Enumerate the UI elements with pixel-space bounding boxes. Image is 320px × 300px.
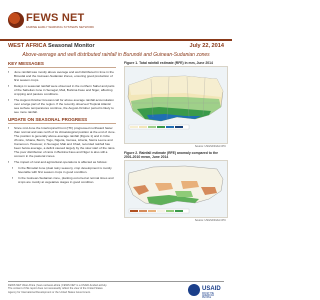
key-message-item: ▪ Delays in seasonal rainfall were observed in the northern Sahel and parts of the Sahelian zone in Senegal, Mali, Burkina Faso and Niger, affecting cropping and pasture conditions. [8, 84, 116, 96]
header-divider [0, 39, 232, 41]
footer-divider [8, 281, 224, 282]
usaid-logo [188, 284, 222, 298]
footer-contact: FEWS NET West Africa | fews.net/west-africa | FEWS NET is a USAID-funded activity. The content of this report does not necessarily reflect the view of the United States Agency for International Development or the United States Government. [8, 284, 108, 294]
document-title [8, 43, 95, 49]
key-messages-heading: KEY MESSAGES [8, 61, 116, 68]
headline: Above-average and well distributed rainfall in Burundé and Guinean-Sudanian zones [22, 52, 210, 58]
brand-tagline: FAMINE EARLY WARNING SYSTEMS NETWORK [26, 25, 95, 29]
fews-net-logo-icon [8, 12, 24, 28]
report-date: July 22, 2014 [189, 43, 224, 49]
figure-2-source: Source: USGS/NOAA CPC [194, 219, 226, 222]
update-sub-item: ▪ In the Guinean-Sudanian zone, planting occurred at normal times and crops are mostly at vegetative stages in good condition. [12, 176, 116, 184]
left-column [8, 61, 116, 186]
report-kind: Seasonal Monitor [48, 43, 95, 49]
region-label: WEST AFRICA [8, 43, 47, 49]
rainfall-total-map [124, 66, 228, 144]
key-message-item: ▪ The August-October forecast call for above average rainfall accumulation over a large part of the region. If the recently observed Tropical Atlantic sea surface temperatures continue, the August-October period is likely to see more rainfall. [8, 98, 116, 114]
usaid-tagline: FROM THE AMERICAN PEOPLE [202, 293, 215, 299]
title-band [0, 43, 232, 52]
footer [0, 281, 232, 300]
figure-1-source: Source: USGS/NOAA CPC [194, 145, 226, 148]
usaid-wordmark: USAID [202, 286, 221, 292]
update-item: ▪ The impact of rural and agricultural operations is affected as follows: [8, 160, 116, 164]
update-sub-item: ▪ In the Bimodal zone (dual rainy season), crop development is mostly favorable with first season crops in good condition. [12, 166, 116, 174]
masthead [0, 0, 232, 42]
figure-1-title: Figure 1. Total rainfall estimate (RFE) in mm, June 2014 [124, 61, 213, 65]
key-message-item: ▪ June rainfall was mostly above average and well distributed in time in the Bimodal and the Guinean-Sudanian Zones, ensuring good production of first season crops. [8, 70, 116, 82]
update-heading: UPDATE ON SEASONAL PROGRESS [8, 117, 116, 124]
usaid-seal-icon [188, 284, 200, 296]
update-item: ▪ Since mid-June the Intertropical Front (ITF) progressed northward faster than normal and was north of its climatological position at the end of June. The position is generally above-average rainfall (Figure 1) and in Côte d'Ivoire, Ghana, Benin, Togo, Nigeria, Guinea, Liberia, Sierra Leone and Cameroon. However, in Senegal, Mali and Chad, recorded rainfall has been below average, a deficit caused largely by the slow start of the rains. The poor distribution of rains in Burkina Faso and Niger is also still a concern in the pastoral zones. [8, 126, 116, 158]
right-column [124, 61, 226, 222]
figure-2-title: Figure 2. Rainfall estimate (RFE) anomaly compared to the 2001-2010 mean, June 2014 [124, 151, 219, 159]
rainfall-anomaly-map [124, 160, 228, 218]
brand-name: FEWS NET [26, 12, 85, 24]
